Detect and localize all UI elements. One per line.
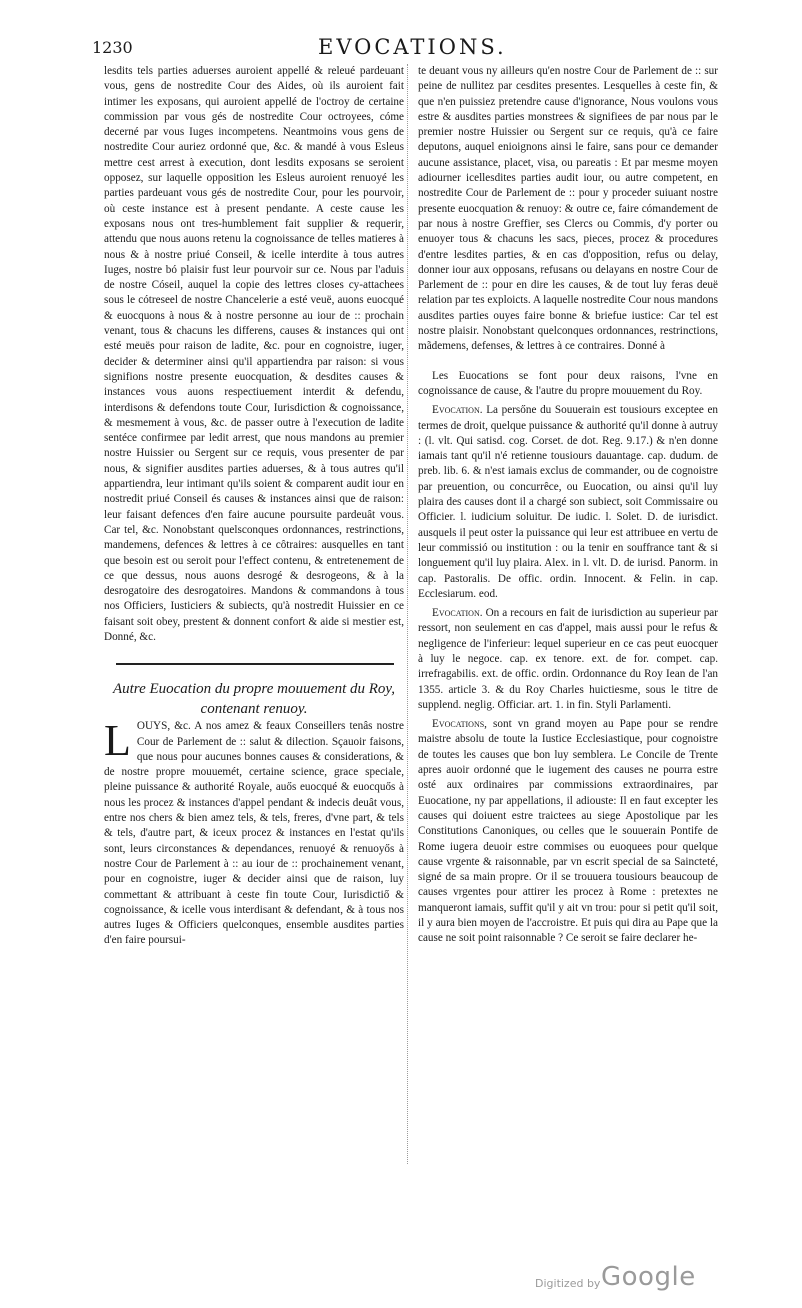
- right-paragraph-evocation-2: Evocation. On a recours en fait de iurisdiction au superieur par ressort, non seulement en cas d'appel, mais aussi pour le refus & negligence de l'inferieur: lequel superieur en ce cas peut euocquer à luy le negoce. cap. ex tenore. ext. de for. compet. cap. irrefragabilis. ext. de offic. ordin. Ordonnance du Roy Iean de l'an 1355. article 3. & du Roy Charles huictiesme, sous le titre de supplend. neglig. Officiar. art. 1. in fin. Styli Parlamenti.: [418, 607, 718, 711]
- paragraph-lead: Evocation.: [432, 404, 483, 417]
- right-paragraph-continuation: te deuant vous ny ailleurs qu'en nostre Cour de Parlement de :: sur peine de nullitez par cesdites presentes. Lesquelles à ceste fin, & que n'en puissiez pretendre cause d'ignorance, Nous voulons vous estre & ausdites parties monstrees & signifiees de par nous par le premier nostre Huissier ou Sergent sur ce requis, qu'à ce faire deputons, auquel enioignons ainsi le faire, sans pour ce demander aucune assistance, placet, visa, ou pareatis : Et par mesme moyen adiourner icellesdites parties audit iour, ou autre competent, en nostredite Cour de Parlement de :: pour y proceder suiuant nostre presente euocquation & renuoy: & outre ce, faire cómandement de par nous à nostre Greffier, ses Clercs ou Commis, d'y porter ou enuoyer tous & chacuns les sacs, pieces, procez & procedures d'entre lesdites parties, & en cas d'opposition, refus ou delay, donner iour aux opposans, refusans ou delayans en nostre Cour de Parlement de :: pour en dire les causes, & de tout luy feras deuë relation par tes exploicts. A laquelle nostredite Cour nous mandons ausdites parties ouyes faire bonne & briefue iustice: Car tel est nostre plaisir. Nonobstant quelconques ordonnances, restrinctions, mãdemens, defenses, & lettres à ce contraires. Donné à: [418, 65, 718, 353]
- paragraph-lead: Evocation.: [432, 607, 483, 620]
- right-paragraph-evocations: Evocations, sont vn grand moyen au Pape pour se rendre maistre absolu de toute la Iustice Ecclesiastique, pour cognoistre de toutes les causes que bon luy semblera. Le Concile de Trente apres auoir ordonné que le iugement des causes ne pourra estre osté aux ordinaires par commissions extraordinaires, par Euocatione, ny par appellations, il adiouste: Il en faut excepter les causes qui doiuent estre traictees au siege Apostolique par les Constitutions Canoniques, ou celles que le souuerain Pontife de Rome iugera deuoir estre commises ou euoquees pour quelque cause vrgente & raisonnable, par vn escrit special de sa Saincteté, signé de sa main propre. Or il se trouuera tousiours beaucoup de causes vrgentes pour attirer les procez à Rome : pretextes ne manqueront iamais, suffit qu'il y ait vn trou: pour si petit qu'il soit, il y aura bien moyen de l'accroistre. Et puis qui dira au Pape que la cause ne soit point raisonnable ? Ce seroit se faire declarer he-: [418, 718, 718, 945]
- letter-text: OUYS, &c. A nos amez & feaux Conseillers tenâs nostre Cour de Parlement de :: salut & dilection. Sçauoir faisons, que nous pour aucunes bonnes causes & considerations, & de nostre propre mouuemét, certaine science, grace speciale, pleine puissance & authorité Royale, auős euocqué & euocquős à nous les procez & instances d'appel pendant & indecis deuât vous, entre nos chers & bien amez tels, & tels, freres, d'vne part, & tels & tels, d'autre part, & iceux procez & instances en l'estat qu'ils sont, leurs circonstances & dependances, renuoyé & renuoyős à nostre Cour de Parlement à :: au iour de :: prochainement venant, pour en cognoistre, iuger & decider ainsi que de raison, luy commettant & attribuant à ceste fin toute Cour, Iurisdictiő & cognoissance, & icelle vous interdisant & defendant, & à tous nos autres Iuges & Officiers quelconques, ensemble ausdites parties d'en faire poursui-: [104, 720, 404, 947]
- left-column: [104, 64, 404, 949]
- section-title: Autre Euocation du propre mouuement du Roy, contenant renuoy.: [112, 681, 396, 718]
- left-paragraph-letter: [104, 716, 404, 948]
- watermark-prefix: Digitized by: [535, 1277, 601, 1290]
- digitized-watermark: [535, 1262, 715, 1296]
- paragraph-lead: Evocations,: [432, 718, 487, 731]
- right-paragraph-evocation-1: Evocation. La persőne du Souuerain est tousiours exceptee en termes de droit, quelque puissance & authorité qu'il donne à autruy : (l. vlt. Qui satisd. cog. Corset. de dot. Reg. 9.17.) & n'en donne iamais tant qu'il n'é retienne tousiours dauantage. cap. dudum. de preb. lib. 6. & n'est iamais exclus de commander, ou de cognoistre par preuention, ou concurrêce, ou Euocation, ou ainsi qu'il luy plaira des causes dont il a chargé son subiect, soit Commissaire ou Officier. l. iudicium soluitur. De iudic. l. Solet. D. de iurisdict. ausquels il peut oster la puissance qui leur est attribuee en vertu de leur commissió ou institution : ou la tenir en souffrance tant & si longuement qu'il luy plaira. Alex. in l. vlt. D. de iurisd. Panorm. in cap. Pastoralis. De offic. ordin. Innocent. & Felin. in cap. Ecclesiarum. eod.: [418, 404, 719, 600]
- running-title: EVOCATIONS.: [318, 35, 507, 59]
- section-rule: [116, 663, 394, 665]
- page-header: [92, 35, 704, 62]
- google-logo: Google: [601, 1262, 696, 1292]
- column-divider: [407, 64, 408, 1164]
- left-paragraph-continuation: lesdits tels parties aduerses auroient appellé & releué pardeuant vous, gens de nostredite Cour des Aides, où ils auroient fait intimer les exposans, qui auroient appellé de l'octroy de certaine commission par vous gés de nostredite Cour octroyees, cóme decerné par vous Iuges incompetens. Neantmoins vous gens de nostredite Cour auriez ordonné que, &c. & mandé à vous Esleus mettre cest arrest à execution, dont lesdits exposans se seroient opposez, sur laquelle opposition les Esleus auroient renuoyé les parties pardeuant vous gés de nostredite Cour, pour les pourvoir, où ceste instance est à present pendante. A ceste cause les exposans nous ont tres-humblement fait supplier & requerir, attendu que nous auons retenu la cognoissance de telles matieres à nous & à nostre priué Conseil, & icelle interdite à tous autres Iuges, nostre bó plaisir fust leur pourvoir sur ce. Nous par l'aduis de nostre Cóseil, auquel la copie des lettres closes cy-attachees sous le cótreseel de nostre Chancelerie a esté veuë, auons euocqué & euocquons à nous & à nostre personne au iour de :: prochain venant, tous & chacuns les differens, causes & instances qui ont esté meuës pour raison de ladite, &c. pour en cognoistre, iuger, decider & determiner ainsi qu'il appartiendra par raison: si vous signifions nostre presente euocquation, & desdites causes & instances vous auons respectiuement interdit & defendu, interdisons & defendons toute Cour, Iurisdiction & cognoissance, & mesmement à vous, &c. de passer outre à l'execution de ladite sentéce confirmee par ledit arrest, que nous mandons au premier nostre Huissier ou Sergent sur ce requis, vous presenter de par nous, & signifier ausdites parties aduerses, & à tous autres qu'il appartiendra, leur intimant qu'ils soient & comparent audit iour en nostredit priué Conseil és causes & instances ainsi que de raison: leur faisant defences d'en faire aucune poursuite pardeuât vous. Car tel, &c. Nonobstant quelsconques ordonnances, restrinctions, mandemens, defences & lettres à ce côtraires: ausquelles en tant que besoin est ou seroit pour l'effect contenu, & entretenement de ce que dessus, nous auons desrogé & desrogeons, & à la desrogatoire des desrogatoires. Mandons & commandons à tous nos Officiers, Iusticiers & subiects, qu'à nostredit Huissier en ce faisant soit obey, prestent & donnent confort & aide si mestier est, Donné, &c.: [104, 65, 404, 643]
- right-paragraph-summary: Les Euocations se font pour deux raisons, l'vne en cognoissance de cause, & l'autre du propre mouuement du Roy.: [418, 369, 718, 397]
- drop-cap: L: [104, 716, 131, 766]
- page-number: 1230: [92, 38, 133, 57]
- right-column: [418, 64, 718, 947]
